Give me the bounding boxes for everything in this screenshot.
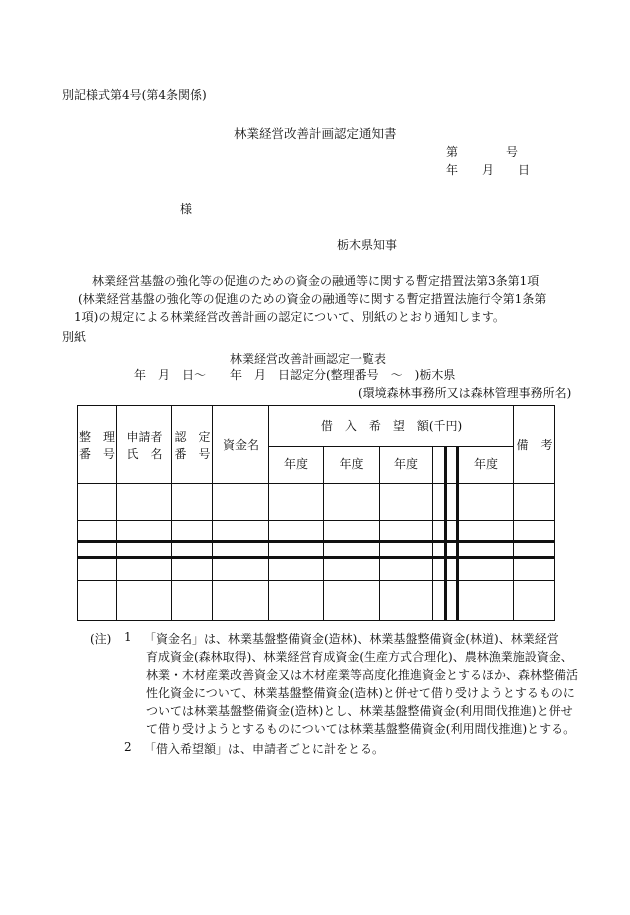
note-1-line: 林業・木材産業改善資金又は木材産業等高度化推進資金とするほか、森林整備活: [146, 668, 579, 682]
note-1-line: 性化資金について、林業基盤整備資金(造林)と併せて借り受けようとするものに: [146, 686, 575, 700]
note-1-line: て借り受けようとするものについては林業基盤整備資金(利用間伐推進)とする。: [146, 722, 576, 736]
note-2-text: 「借入希望額」は、申請者ごとに計をとる。: [144, 742, 385, 756]
note-1-line: 育成資金(森林取得)、林業経営育成資金(生産方式合理化)、農林漁業施設資金、: [146, 650, 573, 664]
header-remarks: 備 考: [516, 438, 553, 452]
body-line: 1項)の規定による林業経営改善計画の認定について、別紙のとおり通知します。: [74, 310, 505, 324]
list-period: 年 月 日〜 年 月 日認定分(整理番号 〜 )栃木県: [134, 368, 456, 382]
form-reference: 別記様式第4号(第4条関係): [62, 88, 207, 102]
header-year-1: 年度: [283, 457, 308, 471]
document-date: 年 月 日: [446, 163, 531, 177]
body-line: (林業経営基盤の強化等の促進のための資金の融通等に関する暫定措置法施行令第1条第: [78, 292, 547, 306]
addressee-suffix: 様: [180, 202, 193, 216]
header-cert-line1: 認 定: [174, 430, 211, 444]
header-year-2: 年度: [339, 457, 364, 471]
attachment-label: 別紙: [62, 330, 87, 344]
header-applicant-line2: 氏 名: [126, 447, 163, 461]
note-2-number: 2: [124, 740, 132, 754]
notes-label: (注): [90, 632, 112, 646]
header-cert-line2: 番 号: [174, 447, 211, 461]
note-1-number: 1: [124, 630, 132, 644]
document-number: 第 号: [446, 145, 519, 159]
list-office: (環境森林事務所又は森林管理事務所名): [358, 386, 572, 400]
list-title: 林業経営改善計画認定一覧表: [230, 352, 387, 366]
header-seiri-line2: 番 号: [78, 447, 115, 461]
header-year-3: 年度: [393, 457, 418, 471]
header-year-4: 年度: [473, 457, 498, 471]
note-1-line: ついては林業基盤整備資金(造林)とし、林業基盤整備資金(利用間伐推進)と併せ: [146, 704, 573, 718]
header-seiri-line1: 整 理: [78, 430, 115, 444]
document-title: 林業経営改善計画認定通知書: [234, 126, 397, 141]
header-fund-name: 資金名: [222, 438, 259, 452]
sender-name: 栃木県知事: [337, 238, 398, 252]
header-applicant-line1: 申請者: [126, 430, 163, 444]
header-borrowing-amount: 借 入 希 望 額(千円): [320, 419, 463, 433]
body-line: 林業経営基盤の強化等の促進のための資金の融通等に関する暫定措置法第3条第1項: [92, 274, 540, 288]
note-1-line: 「資金名」は、林業基盤整備資金(造林)、林業基盤整備資金(林道)、林業経営: [144, 632, 559, 646]
